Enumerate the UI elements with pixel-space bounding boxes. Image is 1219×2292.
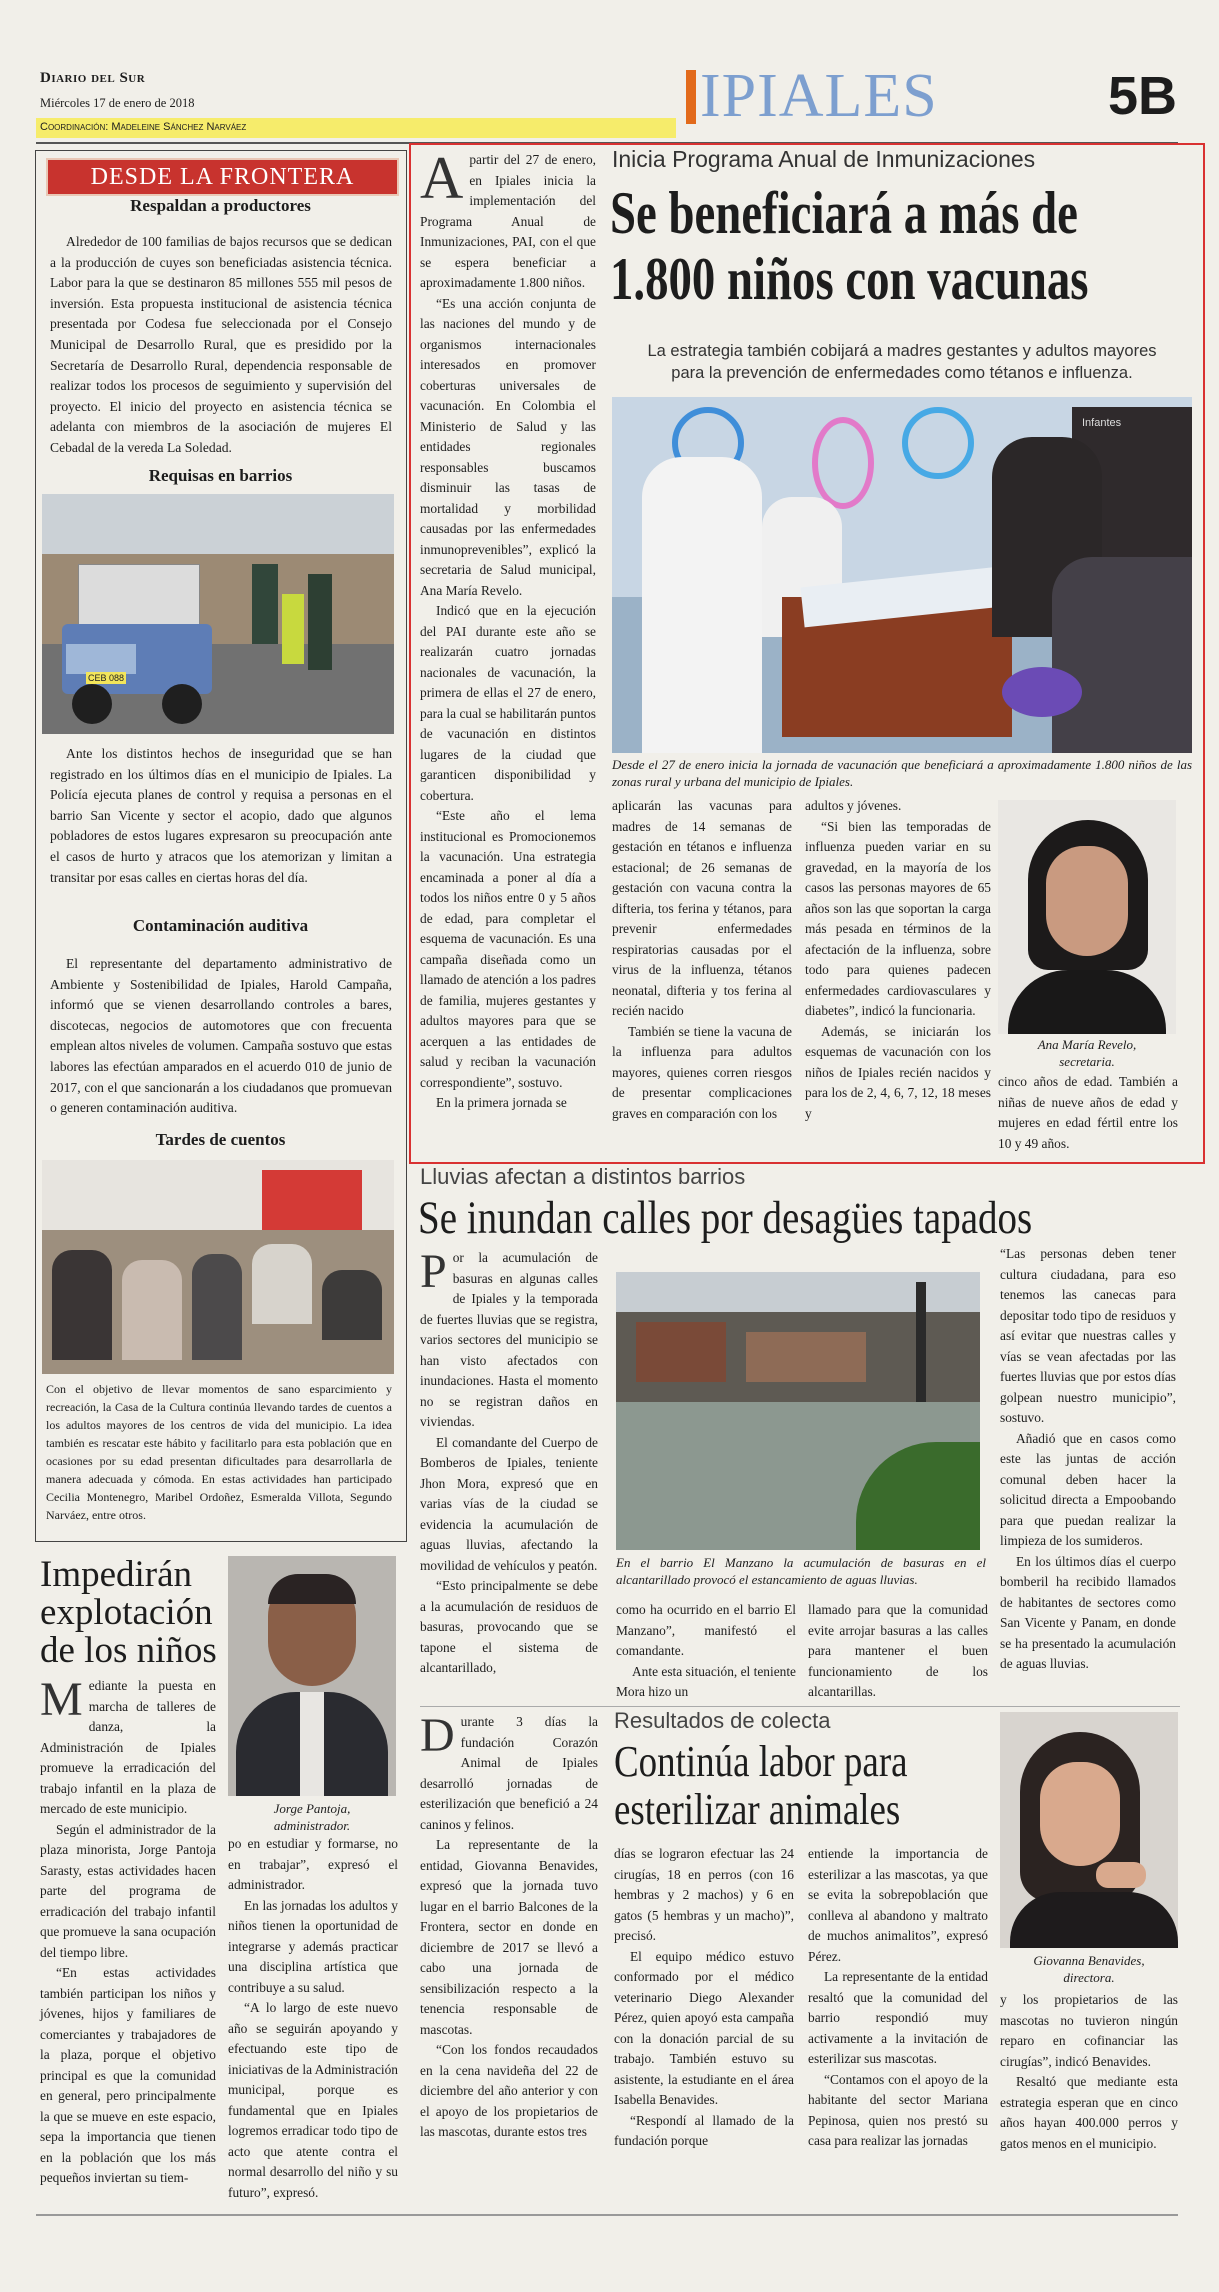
vacunas-subhead [612,340,1192,384]
storytelling-caption [46,1380,392,1524]
explotacion-col2-first: po en estudiar y formarse, no en trabajar”, expresó el administrador. [228,1836,398,1892]
vacunas-col2-first: aplicarán las vacunas para madres de 14 semanas de gestación en tétanos e influenza estacional; de 26 semanas de gestación con vacuna contra la difteria, tos ferina y tétanos, para prevenir enfermedades respiratorias causadas por el virus de la influenza, tétanos neonatal, difteria y tos ferina al recién nacido [612,798,792,1018]
animales-col2 [614,1844,794,2152]
vacunas-col3-p2: “Si bien las temporadas de influenza pueden variar en su gravedad, en la mayoría de los casos las personas mayores de 65 años son las que soportan la carga más pesada en términos de la afectación de la influenza, sobre todo para quienes padecen enfermedades cardiovasculares y diabetes”, indicó la funcionaria. [805,818,991,1018]
page-number: 5B [1108,66,1178,126]
explotacion-col2 [228,1834,398,2203]
lluvias-col4-p2: Añadió que en casos como este las juntas de acción comunal deben hacer la solicitud directa a Empoobando para que puedan realizar la limpieza de los sumideros. [1000,1430,1176,1548]
vacunas-col4 [998,1072,1178,1154]
frontera-s1-text [50,232,392,459]
explotacion-col2-p3: “A lo largo de este nuevo año se seguirán apoyando y efectuando este tipo de iniciativas de la Administración municipal, porque es fundamental que en Ipiales logremos erradicar todo tipo de acto que atente contra el normal desarrollo del niño y su futuro”, expresó. [228,2000,398,2200]
vacunas-col1-p2: “Es una acción conjunta de las naciones del mundo y de organismos internacionales interesados en promover coberturas universales de vacunación. En Colombia el Ministerio de Salud y las entidades regionales responsables buscamos disminuir las tasas de mortalidad y morbilidad causadas por las enfermedades inmunoprevenibles”, explicó la secretaria de Salud municipal, Ana María Revelo. [420,295,596,598]
masthead [0,0,1219,150]
explotacion-headline-1: Impedirán [40,1554,193,1595]
benavides-caption [1000,1952,1178,1986]
vacunas-headline-2: 1.800 niños con vacunas [610,246,1089,312]
frontera-header-label: DESDE LA FRONTERA [90,164,355,190]
animales-kicker: Resultados de colecta [614,1708,831,1733]
vacunas-col3 [805,796,991,1124]
flood-caption: En el barrio El Manzano la acumulación de basuras en el alcantarillado provocó el estancamiento de aguas lluvias. [616,1555,986,1587]
vacunas-col2-p2: También se tiene la vacuna de la influenza para adultos mayores, quienes corren riesgos de presentar complicaciones graves en comparación con los [612,1023,792,1121]
animales-col4 [1000,1990,1178,2154]
explotacion-col1-p3: “En estas actividades también participan los niños y jóvenes, hijos y familiares de comerciantes y trabajadores de la plaza, porque el objetivo principal es que la comunidad en general, pero principalmente la que se mueve en este espacio, sepa la importancia que tienen en la población que los más pequeños inviertan su tiem- [40,1965,216,2185]
vacunas-col3-p3: Además, se iniciarán los esquemas de vacunación con los niños de Ipiales recién nacidos y para los de 2, 4, 6, 7, 12, 18 meses y [805,1023,991,1121]
animales-col1-first: urante 3 días la fundación Corazón Animal de Ipiales desarrolló jornadas de esterilización que benefició a 24 caninos y felinos. [420,1714,598,1832]
orange-rule [686,70,696,124]
coordination-credit: Coordinación: Madeleine Sánchez Narváez [40,121,247,133]
lluvias-dropcap: P [420,1245,447,1298]
police-checkpoint-photo [42,494,394,734]
revelo-name: Ana María Revelo, [1037,1037,1137,1052]
photo-sign: Infantes [1082,417,1122,429]
lluvias-col1 [420,1245,598,1679]
issue-date: Miércoles 17 de enero de 2018 [40,96,195,110]
frontera-s3-title: Contaminación auditiva [132,916,309,935]
animales-col3-p2: La representante de la entidad resaltó que la comunidad del barrio respondió muy activamente a la invitación de esterilizar sus mascotas. [808,1969,988,2066]
pantoja-caption [228,1800,396,1834]
animales-col4-p2: Resaltó que mediante esta estrategia esperan que en cinco años hayan 400.000 perros y gatos menos en el municipio. [1000,2074,1178,2151]
vacunas-headline [610,180,1190,312]
section-title: IPIALES [700,62,938,130]
animales-dropcap: D [420,1709,455,1762]
frontera-s2-paragraph: Ante los distintos hechos de inseguridad que se han registrado en los últimos días en el municipio de Ipiales. La Policía ejecuta planes de control y requisa a personas en el barrio San Vicente y sector el acopio, dado que algunos pobladores de estos lugares expresaron su preocupación ante el casos de hurto y atracos que los atemorizan y limitan a transitar por esas calles en ciertas horas del día. [50,746,392,885]
vacunas-col1-first: partir del 27 de enero, en Ipiales inicia la implementación del Programa Anual de Inmunizaciones, PAI, con el que se espera beneficiar a aproximadamente 1.800 niños. [420,152,596,290]
animales-col3-first: entiende la importancia de esterilizar a las mascotas, ya que se evita la sobrepoblación que conlleva al abandono y maltrato de muchos animalitos”, expresó Pérez. [808,1846,988,1964]
animales-col1-p2: La representante de la entidad, Giovanna Benavides, expresó que la jornada tuvo lugar en el barrio Balcones de la Frontera, sector en donde en diciembre de 2017 se llevó a cabo una jornada de sensibilización respecto a la tenencia responsable de mascotas. [420,1837,598,2037]
lluvias-headline-wrap [418,1192,1188,1244]
lluvias-col1-p2: El comandante del Cuerpo de Bomberos de Ipiales, teniente Jhon Mora, expresó que en varias vías de la ciudad se evidencia la acumulación de aguas lluvias, afectando la movilidad de vehículos y peatón. [420,1434,598,1573]
animales-col3 [808,1844,988,2152]
vacunas-kicker: Inicia Programa Anual de Inmunizaciones [612,146,1036,172]
pantoja-name: Jorge Pantoja, [273,1801,351,1816]
vacunas-col1-p3: Indicó que en la ejecución del PAI durante este año se realizarán cuatro jornadas nacionales de vacunación, la primera de ellas el 27 de enero, para la cual se habilitarán puntos de vacunación en distintos lugares de la ciudad que garanticen disponibilidad y cobertura. [420,603,596,803]
lluvias-kicker: Lluvias afectan a distintos barrios [420,1164,746,1189]
vacunas-headline-1: Se beneficiará a más de [610,180,1078,246]
animales-headline-2: esterilizar animales [614,1785,901,1834]
animales-divider [420,1706,1180,1707]
explotacion-headline-3: de los niños [40,1630,217,1671]
benavides-role: directora. [1063,1970,1115,1985]
explotacion-col2-p2: En las jornadas los adultos y niños tienen la oportunidad de integrarse y además practicar una disciplina artística que contribuye a su salud. [228,1897,398,1995]
frontera-s1-paragraph: Alrededor de 100 familias de bajos recursos que se dedican a la producción de cuyes son beneficiadas asistencia técnica. Labor para la que se destinaron 85 millones 555 mil pesos de inversión. Esta propuesta institucional de asistencia técnica presentada por Codesa fue seleccionada por el Consejo Municipal de Desarrollo Rural, que es presidido por la Secretaría de Desarrollo Rural, dependencia responsable de realizar todos los procesos de seguimiento y supervisión del proyecto. El inicio del proyecto en asistencia técnica se adelanta con miembros de la asociación de mujeres El Cebadal de la vereda La Soledad. [50,234,392,455]
animales-col3-p3: “Contamos con el apoyo de la habitante del sector Mariana Pepinosa, quien nos prestó su casa para realizar las jornadas [808,2071,988,2148]
lluvias-col3-first: llamado para que la comunidad evite arrojar basuras a las calles para mantener el buen funcionamiento de los alcantarillas. [808,1602,988,1699]
lluvias-col3 [808,1600,988,1703]
lluvias-col2-first: como ha ocurrido en el barrio El Manzano”, manifestó el comandante. [616,1602,796,1658]
vacunas-col4-text: cinco años de edad. También a niñas de nueve años de edad y mujeres en edad fértil entre los 10 y 49 años. [998,1074,1178,1151]
lluvias-col2-p2: Ante esta situación, el teniente Mora hizo un [616,1663,796,1699]
lluvias-col4-first: “Las personas deben tener cultura ciudadana, para eso tenemos las canecas para depositar todo tipo de residuos y así evitar que nuestras calles y vías se vean afectadas por las fuertes lluvias que por estos días golpean nuestro municipio”, sostuvo. [1000,1246,1176,1425]
frontera-s3-text [50,954,392,1119]
explotacion-headline [40,1556,260,1670]
animales-col2-p2: El equipo médico estuvo conformado por el médico veterinario Diego Alexander Pérez, quien apoyó esta campaña con la donación parcial de su trabajo. También estuvo su asistente, la estudiante en el área Isabella Benavides. [614,1948,794,2107]
animales-col2-p3: “Respondí al llamado de la fundación porque [614,2112,794,2148]
lluvias-col1-p3: “Esto principalmente se debe a la acumulación de residuos de basuras, provocando que se tapone el sistema de alcantarillado, [420,1578,598,1675]
revelo-portrait [998,800,1176,1034]
frontera-s3-paragraph: El representante del departamento administrativo de Ambiente y Sostenibilidad de Ipiales, Harold Campaña, informó que se vienen desarrollando controles a bares, discotecas, negocios de automotores que con frecuenta emplean altos niveles de volumen. Campaña sostuvo que estas labores las efectúan amparados en el acuerdo 010 de junio de 2017, con el que sancionarán a los ciudadanos que promuevan o generen contaminación auditiva. [50,956,392,1116]
flood-photo [616,1272,980,1550]
lluvias-col2 [616,1600,796,1703]
frontera-s2-title: Requisas en barrios [148,466,293,485]
pantoja-role: administrador. [273,1818,351,1833]
animales-headline [614,1738,994,1834]
animales-col4-first: y los propietarios de las mascotas no tuvieron ningún reparo en cofinanciar las cirugías”, indicó Benavides. [1000,1992,1178,2069]
lluvias-col1-first: or la acumulación de basuras en algunas calles de Ipiales y la temporada de fuertes lluvias que se registra, varios sectores del municipio se han visto afectados con inundaciones. Hasta el momento no se registran daños en viviendas. [420,1250,598,1429]
explotacion-col1-p2: Según el administrador de la plaza minorista, Jorge Pantoja Sarasty, estas actividades hacen parte del programa de erradicación del trabajo infantil que promueve la sana ocupación del tiempo libre. [40,1821,216,1960]
bottom-rule [36,2214,1178,2216]
vacunas-subhead-1: La estrategia también cobijará a madres gestantes y adultos mayores [647,342,1157,360]
explotacion-headline-2: explotación [40,1592,213,1633]
storytelling-photo [42,1160,394,1374]
frontera-s4-title: Tardes de cuentos [155,1130,286,1149]
animales-col1 [420,1709,598,2143]
frontera-s1-title: Respaldan a productores [130,196,311,215]
animales-col2-first: días se lograron efectuar las 24 cirugías, 18 en perros (con 16 hembras y 2 machos) y 6 en gatos (5 hembras y un macho)”, precisó. [614,1846,794,1943]
frontera-s4-paragraph: Con el objetivo de llevar momentos de sano esparcimiento y recreación, la Casa de la Cultura continúa llevando tardes de cuentos a los adultos mayores de los centros de vida del municipio. La idea también es rescatar este hábito y facilitarlo para esta población que en ocasiones por su edad presentan dificultades para desarrollarla de manera adecuada y cómoda. En estas actividades han participado Cecilia Montenegro, Maribel Ordoñez, Esmeralda Villota, Segundo Narváez, entre otros. [46,1382,392,1522]
vacunas-dropcap: A [420,145,464,211]
vacunas-col1-p4: “Este año el lema institucional es Promocionemos la vacunación. Una estrategia encaminada a poner al día a todos los niños entre 0 y 5 años de edad, para completar el esquema de vacunación. Es una campaña diseñada como un llamado de atención a los padres de familia, mujeres gestantes y adultos mayores para que se acerquen a las entidades de salud y reciban la vacunación correspondiente”, sostuvo. [420,808,596,1090]
benavides-name: Giovanna Benavides, [1033,1953,1145,1968]
vacunas-subhead-2: para la prevención de enfermedades como tétanos e influenza. [671,364,1133,382]
vacunas-col1 [420,145,596,1114]
paper-name: Diario del Sur [40,70,146,86]
vacunas-col1-p5: En la primera jornada se [436,1095,567,1110]
pantoja-portrait [228,1556,396,1796]
explotacion-col1-first: ediante la puesta en marcha de talleres de danza, la Administración de Ipiales promueve la erradicación del trabajo infantil en la plaza de mercado de este municipio. [40,1678,216,1816]
explotacion-dropcap: M [40,1673,83,1726]
lluvias-col4-p3: En los últimos días el cuerpo bomberil ha recibido llamados de habitantes de sectores como San Vicente y Panam, en donde se ha presentado la acumulación de aguas lluvias. [1000,1553,1176,1671]
revelo-role: secretaria. [1059,1054,1115,1069]
animales-col1-p3: “Con los fondos recaudados en la cena navideña del 22 de diciembre del año anterior y con el apoyo de los propietarios de las mascotas, durante estos tres [420,2042,598,2139]
plate-number: CEB 088 [88,673,125,683]
benavides-portrait [1000,1712,1178,1948]
lluvias-col4 [1000,1244,1176,1675]
frontera-s2-text [50,744,392,888]
vacunas-col3-first: adultos y jóvenes. [805,798,902,813]
vacunas-col2 [612,796,792,1124]
vaccination-photo [612,397,1192,753]
animales-headline-1: Continúa labor para [614,1737,908,1786]
revelo-caption [998,1036,1176,1070]
frontera-header [46,158,399,196]
explotacion-col1 [40,1673,216,2189]
vaccination-caption: Desde el 27 de enero inicia la jornada de vacunación que beneficiará a aproximadamente 1.800 niños de las zonas rural y urbana del municipio de Ipiales. [612,757,1192,789]
lluvias-headline: Se inundan calles por desagües tapados [418,1192,1033,1244]
